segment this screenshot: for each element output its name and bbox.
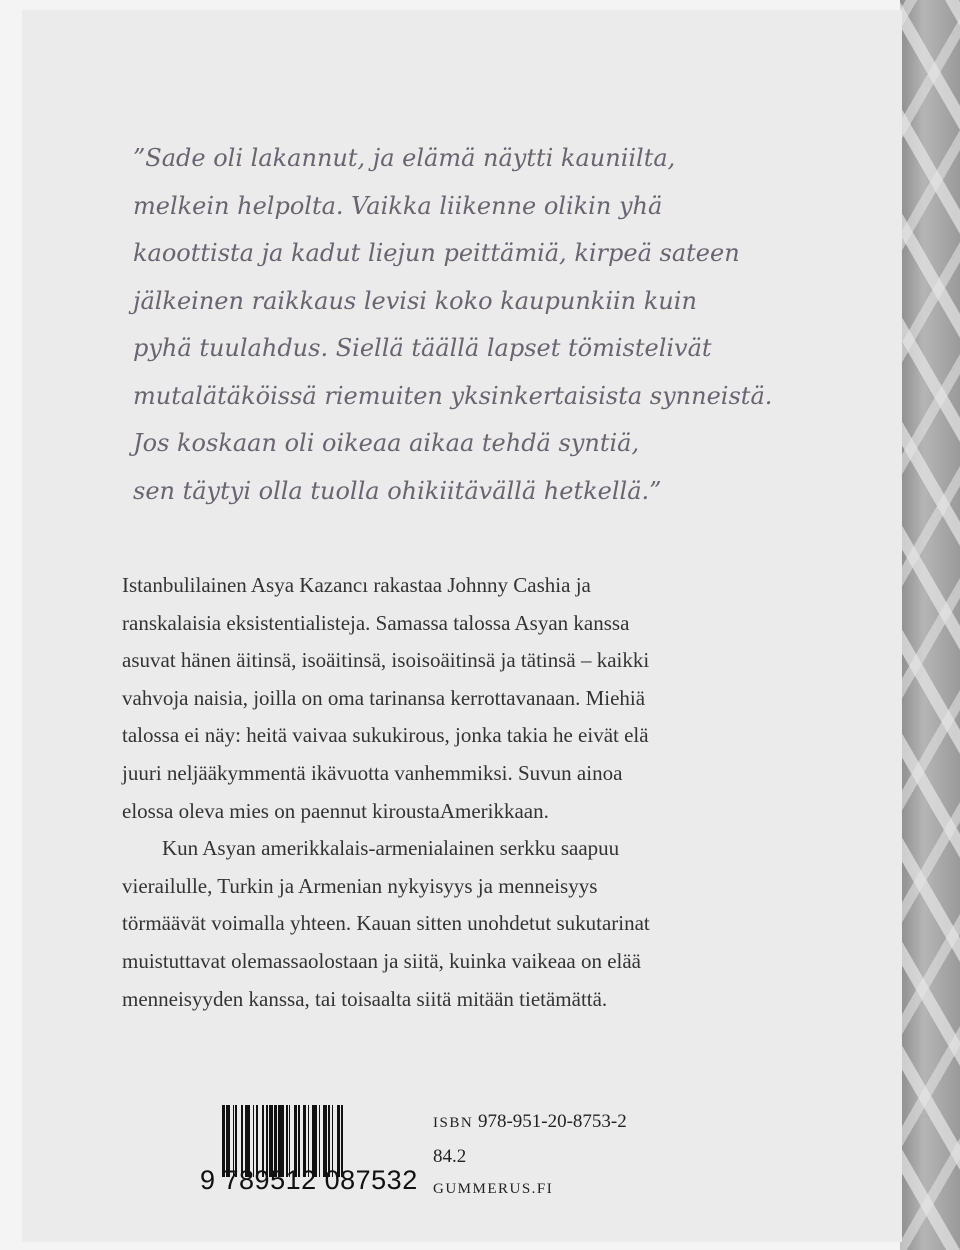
text-line: törmäävät voimalla yhteen. Kauan sitten unohdetut sukutarinat <box>122 911 650 936</box>
text-line: ranskalaisia eksistentialisteja. Samassa talossa Asyan kanssa <box>122 610 630 635</box>
text-line: menneisyyden kanssa, tai toisaalta siitä mitään tietämättä. <box>122 986 608 1011</box>
quote-line: melkein helpolta. Vaikka liikenne olikin yhä <box>133 191 663 220</box>
isbn-block <box>433 1105 627 1206</box>
blurb <box>122 567 822 1018</box>
quote-line: Jos koskaan oli oikeaa aikaa tehdä syntiä, <box>133 429 640 457</box>
text-line: talossa ei näy: heitä vaivaa sukukirous, jonka takia he eivät elä <box>122 723 649 748</box>
text-line: vierailulle, Turkin ja Armenian nykyisyys ja menneisyys <box>122 873 598 898</box>
publisher: GUMMERUS.FI <box>433 1181 554 1197</box>
barcode-number: 9 789512 087532 <box>200 1165 418 1195</box>
isbn-label: ISBN <box>433 1115 474 1131</box>
text-line: juuri neljääkymmentä ikävuotta vanhemmiksi. Suvun ainoa <box>122 760 623 785</box>
quote-line: kaoottista ja kadut liejun peittämiä, kirpeä sateen <box>133 239 740 267</box>
text-line: elossa oleva mies on paennut kiroustaAmerikkaan. <box>122 798 549 823</box>
text-line: asuvat hänen äitinsä, isoäitinsä, isoisoäitinsä ja tätinsä – kaikki <box>122 648 650 673</box>
text-line: muistuttavat olemassaolostaan ja siitä, kuinka vaikeaa on elää <box>122 948 642 973</box>
quote-block <box>133 135 853 515</box>
quote-line: jälkeinen raikkaus levisi koko kaupunkiin kuin <box>133 286 697 315</box>
quote-line: pyhä tuulahdus. Siellä täällä lapset tömistelivät <box>133 334 712 362</box>
text-line: vahvoja naisia, joilla on oma tarinansa kerrottavanaan. Miehiä <box>122 685 646 710</box>
classification: 84.2 <box>433 1146 467 1167</box>
quote-line: mutalätäköissä riemuiten yksinkertaisista synneistä. <box>133 381 773 410</box>
isbn-number: 978-951-20-8753-2 <box>477 1111 627 1132</box>
text-line: Kun Asyan amerikkalais-armenialainen serkku saapuu <box>162 836 620 861</box>
quote-line: ”Sade oli lakannut, ja elämä näytti kauniilta, <box>133 144 676 172</box>
quote-line: sen täytyi olla tuolla ohikiitävällä hetkellä.” <box>133 476 662 505</box>
spine-pattern <box>900 0 960 1250</box>
book-spine <box>900 0 960 1250</box>
text-line: Istanbulilainen Asya Kazancı rakastaa Johnny Cashia ja <box>122 573 591 597</box>
